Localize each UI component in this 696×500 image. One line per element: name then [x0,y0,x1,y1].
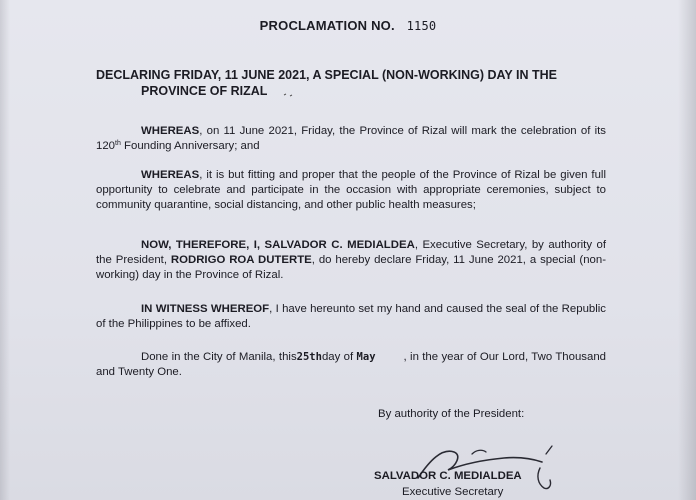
declaration-text-b: , do hereby declare Friday, 11 June 2021, a special (non-working) day in the Province of Rizal. [96,254,606,282]
witness-lead: IN WITNESS WHEREOF [141,303,270,315]
whereas-paragraph-1 [96,124,606,154]
proclamation-heading [96,67,616,99]
done-text-c: , in the year of Our Lord, Two Thousand and Twenty One. [96,351,607,379]
whereas-text-2: , it is but fitting and proper that the people of the Province of Rizal be given full opportunity to celebrate and participate in the occasion with appropriate ceremonies, subject to community quarantine, social distancing, and other public health measures; [96,169,606,212]
proclamation-number: 1150 [406,19,437,33]
whereas-lead-2: WHEREAS [141,169,200,181]
signatory-name: SALVADOR C. MEDIALDEA [374,470,522,482]
heading-line-1: DECLARING FRIDAY, 11 JUNE 2021, A SPECIAL (NON-WORKING) DAY IN THE [96,68,557,82]
proclamation-label: PROCLAMATION NO. [259,18,395,33]
ordinal-suffix: th [115,140,121,148]
done-text-a: Done in the City of Manila, this [141,351,297,363]
president-name: RODRIGO ROA DUTERTE [170,254,312,267]
ink-mark [282,90,296,98]
declaration-text-a: , Executive Secretary, by authority of the President, [96,239,607,267]
witness-text: , I have hereunto set my hand and caused the seal of the Republic of the Philippines to be affixed. [96,303,606,331]
done-day: 25th [296,351,322,363]
done-month: May [356,351,376,363]
scan-shadow-right [678,0,696,500]
scan-shadow-left [0,0,10,500]
whereas-text-1b: Founding Anniversary; and [120,140,260,153]
whereas-paragraph-2 [96,168,606,214]
done-paragraph [96,350,606,380]
whereas-lead-1: WHEREAS [141,125,200,137]
declaration-paragraph [96,238,606,284]
proclamation-title [0,18,696,33]
heading-line-2: PROVINCE OF RIZAL [141,84,268,98]
declaration-lead: NOW, THEREFORE, I, SALVADOR C. MEDIALDEA [141,239,415,251]
witness-paragraph [96,302,606,332]
signatory-title: Executive Secretary [402,486,504,498]
authority-line: By authority of the President: [378,408,525,420]
done-text-b: day of [321,351,354,363]
whereas-text-1a: , on 11 June 2021, Friday, the Province of Rizal will mark the celebration of its 120 [96,125,606,153]
